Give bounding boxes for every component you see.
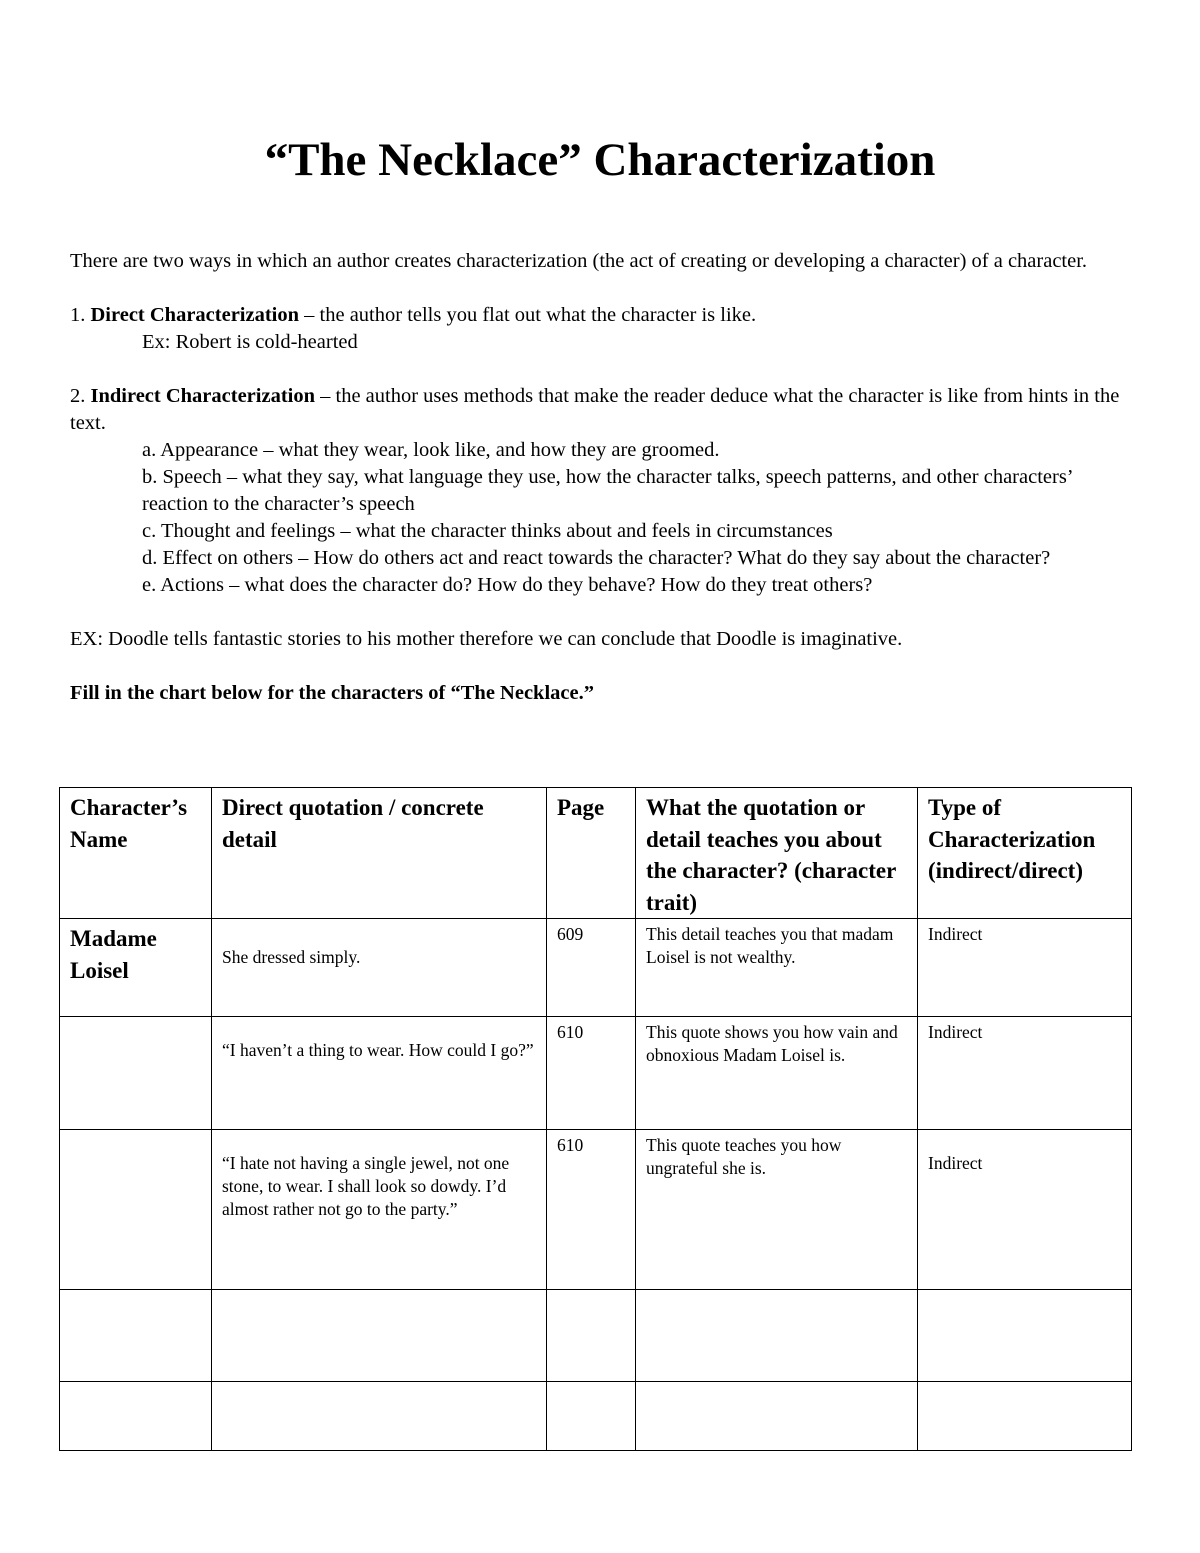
name-cell[interactable] xyxy=(60,1017,212,1130)
direct-number: 1. xyxy=(70,304,91,326)
page-cell[interactable] xyxy=(547,1290,636,1382)
quote-cell[interactable] xyxy=(212,1290,547,1382)
page-cell[interactable] xyxy=(547,1382,636,1451)
page-cell[interactable]: 609 xyxy=(547,919,636,1017)
quote-cell[interactable]: “I haven’t a thing to wear. How could I go?” xyxy=(212,1017,547,1130)
indirect-characterization xyxy=(70,383,1140,437)
direct-term: Direct Characterization xyxy=(90,304,300,326)
teaches-cell[interactable]: This quote shows you how vain and obnoxious Madam Loisel is. xyxy=(636,1017,918,1130)
indirect-definition: – the author uses methods that make the reader deduce what the character is like from hints in the text. xyxy=(70,385,1120,434)
header-character-name: Character’s Name xyxy=(60,788,212,919)
table-row xyxy=(60,1130,1132,1290)
header-page: Page xyxy=(547,788,636,919)
name-cell[interactable]: Madame Loisel xyxy=(60,919,212,1017)
indirect-term: Indirect Characterization xyxy=(90,385,315,407)
type-cell[interactable]: Indirect xyxy=(918,1130,1132,1290)
quote-cell[interactable]: “I hate not having a single jewel, not one stone, to wear. I shall look so dowdy. I’d almost rather not go to the party.” xyxy=(212,1130,547,1290)
table-row xyxy=(60,919,1132,1017)
instructions-body xyxy=(70,248,1140,707)
direct-characterization xyxy=(70,302,1140,329)
name-cell[interactable] xyxy=(60,1290,212,1382)
method-speech: b. Speech – what they say, what language they use, how the character talks, speech patterns, and other characters’ reaction to the character’s speech xyxy=(142,466,1073,515)
direct-definition: – the author tells you flat out what the character is like. xyxy=(299,304,757,326)
teaches-cell[interactable] xyxy=(636,1382,918,1451)
header-type: Type of Characterization (indirect/direct) xyxy=(918,788,1132,919)
table-row xyxy=(60,1017,1132,1130)
header-teaches: What the quotation or detail teaches you about the character? (character trait) xyxy=(636,788,918,919)
page-cell[interactable]: 610 xyxy=(547,1130,636,1290)
quote-cell[interactable] xyxy=(212,1382,547,1451)
type-cell[interactable]: Indirect xyxy=(918,919,1132,1017)
teaches-cell[interactable] xyxy=(636,1290,918,1382)
table-row xyxy=(60,1382,1132,1451)
page-cell[interactable]: 610 xyxy=(547,1017,636,1130)
page-title: “The Necklace” Characterization xyxy=(264,134,936,186)
method-actions: e. Actions – what does the character do? How do they behave? How do they treat others? xyxy=(142,574,873,596)
chart-instruction: Fill in the chart below for the characters of “The Necklace.” xyxy=(70,682,594,704)
example-line: EX: Doodle tells fantastic stories to his mother therefore we can conclude that Doodle is imaginative. xyxy=(70,628,903,650)
type-cell[interactable] xyxy=(918,1290,1132,1382)
indirect-number: 2. xyxy=(70,385,91,407)
name-cell[interactable] xyxy=(60,1382,212,1451)
name-cell[interactable] xyxy=(60,1130,212,1290)
table-row xyxy=(60,1290,1132,1382)
method-appearance: a. Appearance – what they wear, look like, and how they are groomed. xyxy=(142,439,720,461)
header-row xyxy=(60,788,1132,919)
type-cell[interactable]: Indirect xyxy=(918,1017,1132,1130)
method-effect-on-others: d. Effect on others – How do others act and react towards the character? What do they say about the character? xyxy=(142,547,1051,569)
characterization-chart xyxy=(59,787,1132,1451)
teaches-cell[interactable]: This quote teaches you how ungrateful she is. xyxy=(636,1130,918,1290)
teaches-cell[interactable]: This detail teaches you that madam Loisel is not wealthy. xyxy=(636,919,918,1017)
direct-example: Ex: Robert is cold-hearted xyxy=(142,331,358,353)
header-quotation: Direct quotation / concrete detail xyxy=(212,788,547,919)
quote-cell[interactable]: She dressed simply. xyxy=(212,919,547,1017)
type-cell[interactable] xyxy=(918,1382,1132,1451)
method-thoughts: c. Thought and feelings – what the character thinks about and feels in circumstances xyxy=(142,520,833,542)
intro-paragraph: There are two ways in which an author creates characterization (the act of creating or developing a character) of a character. xyxy=(70,250,1088,272)
